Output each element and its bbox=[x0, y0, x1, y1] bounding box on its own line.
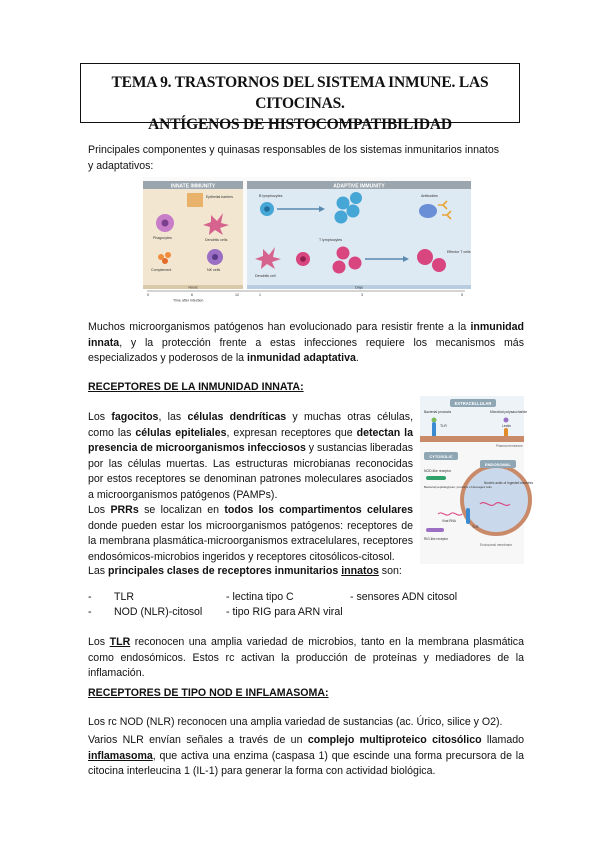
para2-bold-1: fagocitos bbox=[111, 411, 159, 423]
days-label: Days bbox=[355, 285, 363, 290]
t-lymphocytes-label: T lymphocytes bbox=[319, 238, 343, 242]
para3-bold-1: PRRs bbox=[110, 504, 139, 516]
endosome bbox=[462, 466, 530, 534]
viral-rna-label: Viral RNA bbox=[442, 519, 456, 523]
list-bullet: - bbox=[88, 591, 92, 603]
para4-bold-1: principales clases de receptores inmunitarios bbox=[108, 565, 342, 577]
paragraph-3 bbox=[88, 503, 413, 565]
epithelial-label: Epithelial barriers bbox=[206, 195, 234, 199]
intro-line-2: y adaptativos: bbox=[88, 159, 154, 172]
list-col-2: - tipo RIG para ARN viral bbox=[226, 606, 343, 618]
receptor-figure bbox=[420, 396, 534, 564]
list-col-2: - lectina tipo C bbox=[226, 591, 294, 603]
tick-12: 12 bbox=[235, 293, 239, 297]
phagocytes-label: Phagocytes bbox=[153, 236, 172, 240]
para7-bold-1: complejo multiproteico citosólico bbox=[307, 734, 482, 746]
para3-bold-2: todos los compartimentos celulares bbox=[224, 504, 413, 516]
dendritic-cell-label: Dendritic cell bbox=[255, 274, 276, 278]
extracellular-label: EXTRACELLULAR bbox=[454, 401, 492, 406]
t-cell-3 bbox=[349, 257, 362, 270]
para3-text-3: donde pueden estar los microorganismos patógenos: receptores de la membrana plasmática-microorganismos extracelulares, receptores endosómicos-microbios ingeridos y receptores citosólicos-citosol. bbox=[88, 519, 413, 563]
nod-receptor bbox=[426, 476, 446, 480]
para5-text-2: reconocen una amplia variedad de microbios, tanto en la membrana plasmática como endosómicos. Estos rc activan la producción de proteínas y mediadores de la inflamación. bbox=[88, 636, 524, 679]
b-cell-3 bbox=[347, 205, 360, 218]
para2-bold-4: detectan la presencia de microorganismos infecciosos bbox=[88, 426, 413, 454]
para4-text-1: Las bbox=[88, 565, 109, 577]
dendritic-label: Dendritic cells bbox=[205, 238, 228, 242]
list-item bbox=[88, 605, 457, 620]
list-bullet: - bbox=[88, 606, 92, 618]
endosomal-label: ENDOSOMAL bbox=[485, 462, 511, 467]
paragraph-1 bbox=[88, 320, 524, 367]
rig-receptor bbox=[426, 528, 444, 532]
tlr-label: TLR bbox=[440, 424, 447, 428]
time-axis-label: Time after infection bbox=[173, 298, 204, 303]
intro-paragraph bbox=[88, 143, 524, 174]
receptor-list bbox=[88, 590, 457, 620]
hours-label: Hours bbox=[188, 285, 198, 290]
b-cell-5 bbox=[350, 192, 362, 204]
para3-text-1: Los bbox=[88, 504, 111, 516]
nk-label: NK cells bbox=[207, 268, 221, 272]
tlr2-label: TLR bbox=[472, 525, 479, 529]
para7-bold-underline: inflamasoma bbox=[88, 749, 153, 762]
section-heading-nod: RECEPTORES DE TIPO NOD E INFLAMASOMA: bbox=[88, 687, 329, 699]
b-lymphocytes-label: B lymphocytes bbox=[259, 194, 283, 198]
b-cell-4 bbox=[335, 211, 348, 224]
effector-label: Effector T cells bbox=[447, 250, 471, 254]
bacterial-peptidoglycan-label: Bacterial peptidoglycan; products of damaged cells bbox=[424, 485, 492, 489]
complement-label: Complement bbox=[151, 268, 172, 272]
endosomal-membrane-label: Endosomal membrane bbox=[480, 543, 513, 547]
immunity-figure bbox=[143, 177, 471, 302]
title-line-1: TEMA 9. TRASTORNOS DEL SISTEMA INMUNE. LAS CITOCINAS. bbox=[111, 74, 489, 112]
para2-text-1: Los bbox=[88, 411, 112, 423]
complement-dot-2 bbox=[165, 252, 171, 258]
paragraph-4 bbox=[88, 564, 418, 580]
tick-3: 3 bbox=[361, 293, 363, 297]
paragraph-7 bbox=[88, 733, 524, 780]
para7-text-1: Varios NLR envían señales a través de un bbox=[88, 734, 308, 746]
tick-0: 0 bbox=[147, 293, 149, 297]
tick-1: 1 bbox=[259, 293, 261, 297]
bacterial-products-label: Bacterial products bbox=[424, 410, 452, 414]
para4-text-2: son: bbox=[378, 565, 402, 577]
polysaccharide-dot bbox=[504, 418, 509, 423]
para5-text-1: Los bbox=[88, 636, 110, 648]
antibodies-label: Antibodies bbox=[421, 194, 438, 198]
intro-line-1: Principales componentes y quinasas responsables de los sistemas inmunitarios innatos bbox=[88, 144, 500, 156]
paragraph-2 bbox=[88, 410, 413, 503]
plasma-membrane-label: Plasma membrane bbox=[496, 444, 523, 448]
title-line-2: ANTÍGENOS DE HISTOCOMPATIBILIDAD bbox=[148, 116, 452, 133]
nod-label: NOD-like receptor bbox=[424, 469, 452, 473]
title-box bbox=[80, 63, 520, 133]
para1-text-1: Muchos microorganismos patógenos han evolucionado para resistir frente a la bbox=[88, 321, 471, 333]
para2-text-5: y sustancias liberadas por las células muertas. Las estructuras microbianas reconocidas por estos receptores se denominan patrones moleculares asociados a microorganismos patógenos (PAMPs). bbox=[88, 442, 414, 501]
plasma-cell bbox=[419, 204, 437, 218]
paragraph-5 bbox=[88, 635, 524, 682]
paragraph-6: Los rc NOD (NLR) reconocen una amplia variedad de sustancias (ac. Úrico, silice y O2). bbox=[88, 716, 503, 728]
list-col-1: TLR bbox=[114, 591, 135, 603]
rig-label: RIG-like receptor bbox=[424, 537, 449, 541]
complement-dot-3 bbox=[162, 258, 168, 264]
phagocyte-nucleus bbox=[162, 220, 169, 227]
para2-bold-2: células dendríticas bbox=[187, 411, 287, 423]
epithelial-barrier-shape bbox=[187, 193, 203, 207]
tick-5: 5 bbox=[461, 293, 463, 297]
endosomal-tlr bbox=[466, 508, 470, 524]
tick-6: 6 bbox=[191, 293, 193, 297]
effector-t-cell-1 bbox=[417, 249, 433, 265]
para1-bold-1: inmunidad innata bbox=[88, 321, 524, 349]
lectin-label: Lectin bbox=[502, 424, 512, 428]
section-heading-innate: RECEPTORES DE LA INMUNIDAD INNATA: bbox=[88, 381, 304, 393]
effector-t-cell-2 bbox=[432, 258, 446, 272]
bacterial-product-dot bbox=[432, 418, 437, 423]
para1-bold-2: inmunidad adaptativa bbox=[247, 352, 356, 364]
para7-text-2: llamado bbox=[481, 734, 525, 746]
nucleic-acids-label: Nucleic acids of ingested microbes bbox=[484, 481, 534, 485]
para2-text-4: , expresan receptores que bbox=[226, 426, 357, 439]
para1-text-2: , y la protección frente a estas infecciones requiere los mecanismos más especializados y poderosos de la bbox=[88, 336, 524, 364]
t-cell-4 bbox=[333, 261, 346, 274]
plasma-membrane bbox=[420, 436, 524, 442]
t-cell-1-nucleus bbox=[300, 256, 306, 262]
para2-bold-3: células epiteliales bbox=[135, 426, 227, 439]
cytosolic-label: CYTOSOLIC bbox=[429, 454, 453, 459]
list-item bbox=[88, 590, 457, 605]
b-cell-1-nucleus bbox=[264, 206, 270, 212]
innate-label: INNATE IMMUNITY bbox=[170, 183, 216, 190]
microbial-label: Microbial polysaccharide bbox=[490, 410, 528, 414]
adaptive-label: ADAPTIVE IMMUNITY bbox=[333, 183, 385, 190]
para5-bold-underline: TLR bbox=[109, 636, 131, 648]
nk-nucleus bbox=[212, 254, 218, 260]
para3-text-2: se localizan en bbox=[138, 504, 225, 516]
para2-text-2: , las bbox=[158, 411, 188, 423]
t-cell-2 bbox=[337, 247, 350, 260]
list-col-1: NOD (NLR)-citosol bbox=[114, 606, 203, 618]
para4-bold-underline: innatos bbox=[341, 565, 379, 577]
para1-text-3: . bbox=[355, 352, 359, 364]
para7-text-3: , que activa una enzima (caspasa 1) que escinde una forma precursora de la citocina interleucina 1 (IL-1) para generar la forma con actividad biológica. bbox=[88, 749, 524, 777]
para2-text-3: y muchas otras células, como las bbox=[88, 411, 414, 439]
list-col-3: - sensores ADN citosol bbox=[350, 591, 458, 603]
